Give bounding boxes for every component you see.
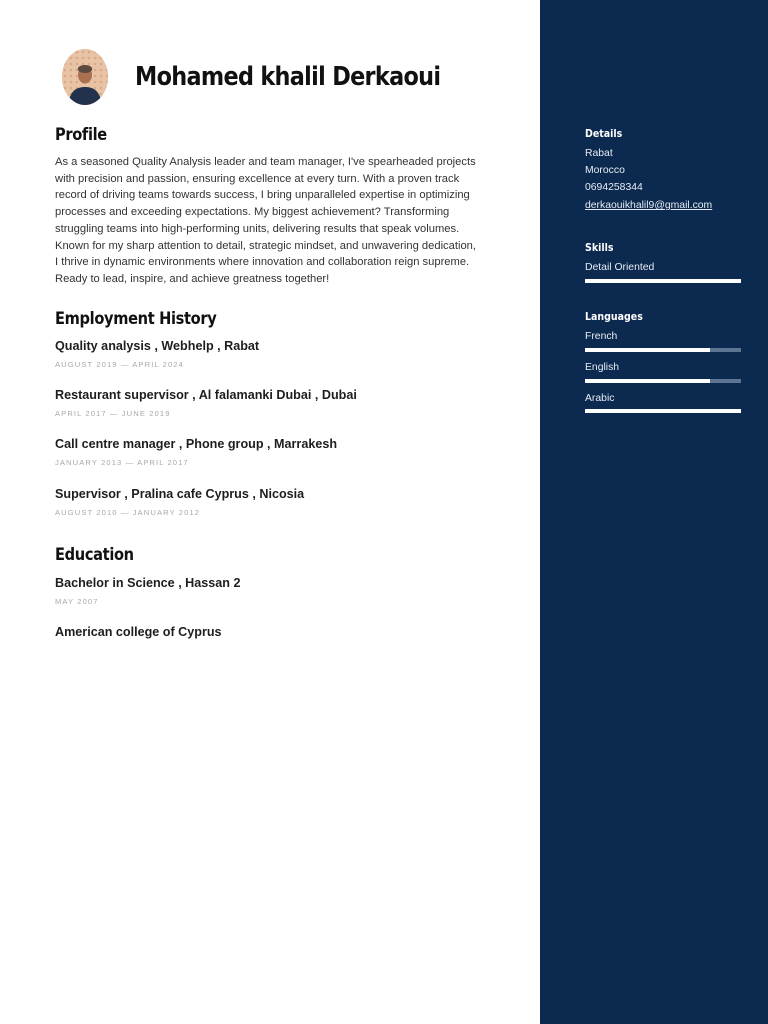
employment-entry [55,437,337,467]
employment-heading: Employment History [55,309,217,329]
job-dates: APRIL 2017 — JUNE 2019 [55,409,171,418]
details-email-link[interactable]: derkaouikhalil9@gmail.com [585,200,713,211]
employment-entry [55,388,357,418]
details-heading: Details [585,127,623,140]
candidate-name: Mohamed khalil Derkaoui [135,62,441,92]
details-city: Rabat [585,148,613,159]
profile-line: processes and exceeding expectations. My biggest achievement? Transforming [55,206,450,219]
language-level-fill [585,348,710,352]
skills-heading: Skills [585,241,614,254]
job-title: Supervisor , Pralina cafe Cyprus , Nicosia [55,487,305,501]
profile-heading: Profile [55,125,107,145]
profile-line: Ready to lead, inspire, and achieve greatness together! [55,272,330,285]
avatar-photo-icon [62,49,108,105]
language-level-bar [585,409,741,413]
skill-name: Detail Oriented [585,262,655,273]
profile-summary [55,154,505,288]
profile-line: I thrive in dynamic environments where innovation and collaboration reign supreme. [55,256,470,269]
job-title: Call centre manager , Phone group , Marrakesh [55,437,338,451]
language-name: Arabic [585,393,615,404]
employment-entry [55,487,304,517]
language-name: French [585,331,618,342]
education-entry [55,625,222,639]
profile-line: Known for my sharp attention to detail, strategic mindset, and unwavering dedication, [55,239,477,252]
languages-heading: Languages [585,310,643,323]
resume-header [62,49,490,105]
education-heading: Education [55,545,134,565]
skill-level-bar [585,279,741,283]
profile-line: with precision and passion, ensuring excellence at every turn. With a proven track [55,172,460,185]
sidebar [540,0,768,1024]
job-dates: AUGUST 2010 — JANUARY 2012 [55,508,201,517]
job-title: Restaurant supervisor , Al falamanki Dubai , Dubai [55,388,357,402]
profile-line: As a seasoned Quality Analysis leader and team manager, I've spearheaded projects [55,156,476,168]
details-phone: 0694258344 [585,182,643,193]
job-dates: JANUARY 2013 — APRIL 2017 [55,458,189,467]
education-entry [55,576,241,606]
details-country: Morocco [585,165,625,176]
job-title: Quality analysis , Webhelp , Rabat [55,339,260,353]
language-name: English [585,362,620,373]
profile-line: struggling teams into high-performing units, delivering results that speak volumes. [55,222,460,235]
profile-line: record of driving teams towards success, I bring unparalleled expertise in optimizing [55,189,470,202]
employment-entry [55,339,259,369]
degree-title: Bachelor in Science , Hassan 2 [55,576,241,590]
degree-dates: MAY 2007 [55,597,99,606]
skill-level-fill [585,279,741,283]
degree-title: American college of Cyprus [55,625,222,639]
language-level-bar [585,348,741,352]
language-level-bar [585,379,741,383]
language-level-fill [585,379,710,383]
avatar [62,49,108,105]
language-level-fill [585,409,741,413]
job-dates: AUGUST 2019 — APRIL 2024 [55,360,184,369]
